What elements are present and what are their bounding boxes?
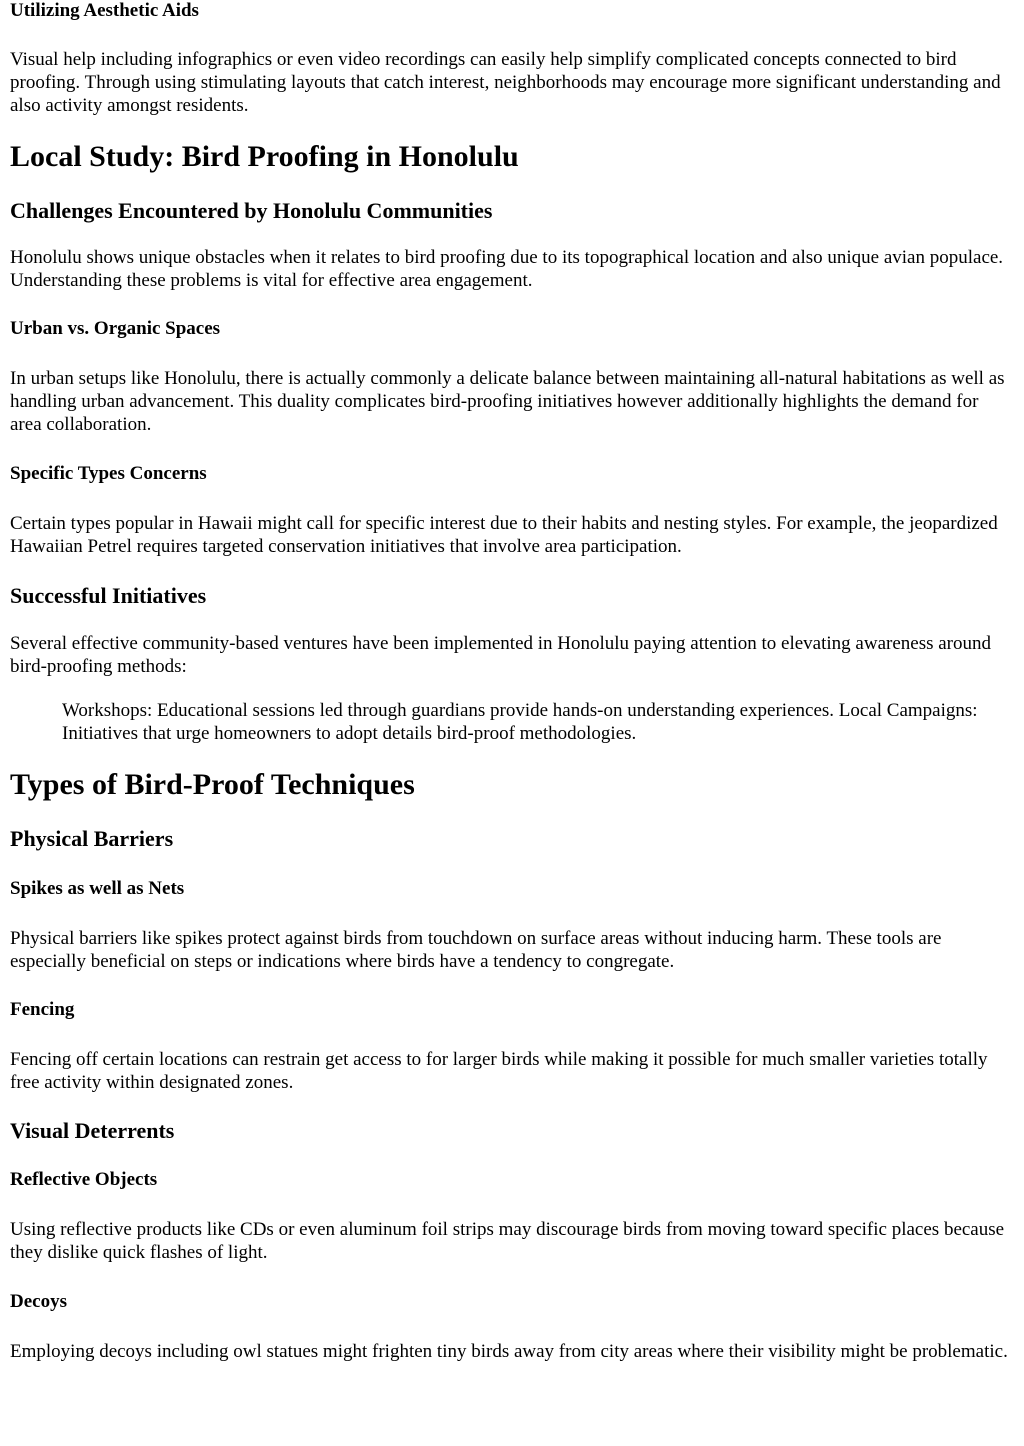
heading-aesthetic-aids: Utilizing Aesthetic Aids <box>10 0 199 21</box>
paragraph-decoys: Employing decoys including owl statues might frighten tiny birds away from city areas where their visibility might be problematic. <box>10 1341 1008 1362</box>
title-bird-proof-techniques: Types of Bird-Proof Techniques <box>10 768 415 801</box>
initiatives-list <box>10 699 1014 745</box>
paragraph-urban-organic: In urban setups like Honolulu, there is actually commonly a delicate balance between maintaining all-natural habitations as well as handling urban advancement. This duality complicates bird-proofing initiatives however additionally highlights the demand for area collaboration. <box>10 368 1005 435</box>
list-item: Workshops: Educational sessions led through guardians provide hands-on understanding experiences. Local Campaigns: Initiatives that urge homeowners to adopt details bird-proof methodologies. <box>62 700 978 744</box>
heading-successful-initiatives: Successful Initiatives <box>10 583 207 608</box>
paragraph-successful-initiatives: Several effective community-based ventures have been implemented in Honolulu paying attention to elevating awareness around bird-proofing methods: <box>10 633 991 677</box>
heading-visual-deterrents: Visual Deterrents <box>10 1118 175 1143</box>
title-local-study: Local Study: Bird Proofing in Honolulu <box>10 140 519 173</box>
heading-species-concerns: Specific Types Concerns <box>10 463 207 484</box>
heading-challenges: Challenges Encountered by Honolulu Communities <box>10 198 493 223</box>
heading-spikes-nets: Spikes as well as Nets <box>10 878 185 899</box>
paragraph-aesthetic-aids: Visual help including infographics or even video recordings can easily help simplify complicated concepts connected to bird proofing. Through using stimulating layouts that catch interest, neighborhoods may encourage more significant understanding and also activity amongst residents. <box>10 49 1001 116</box>
heading-reflective-objects: Reflective Objects <box>10 1169 158 1190</box>
heading-urban-organic: Urban vs. Organic Spaces <box>10 318 221 339</box>
paragraph-challenges: Honolulu shows unique obstacles when it relates to bird proofing due to its topographical location and also unique avian populace. Understanding these problems is vital for effective area engagement. <box>10 247 1004 291</box>
heading-fencing: Fencing <box>10 999 75 1020</box>
heading-decoys: Decoys <box>10 1291 67 1312</box>
paragraph-spikes-nets: Physical barriers like spikes protect against birds from touchdown on surface areas without inducing harm. These tools are especially beneficial on steps or indications where birds have a tendency to congregate. <box>10 928 942 972</box>
heading-physical-barriers: Physical Barriers <box>10 826 174 851</box>
paragraph-reflective-objects: Using reflective products like CDs or even aluminum foil strips may discourage birds from moving toward specific places because they dislike quick flashes of light. <box>10 1219 1005 1263</box>
paragraph-fencing: Fencing off certain locations can restrain get access to for larger birds while making it possible for much smaller varieties totally free activity within designated zones. <box>10 1049 988 1093</box>
paragraph-species-concerns: Certain types popular in Hawaii might call for specific interest due to their habits and nesting styles. For example, the jeopardized Hawaiian Petrel requires targeted conservation initiatives that involve area participation. <box>10 513 998 557</box>
